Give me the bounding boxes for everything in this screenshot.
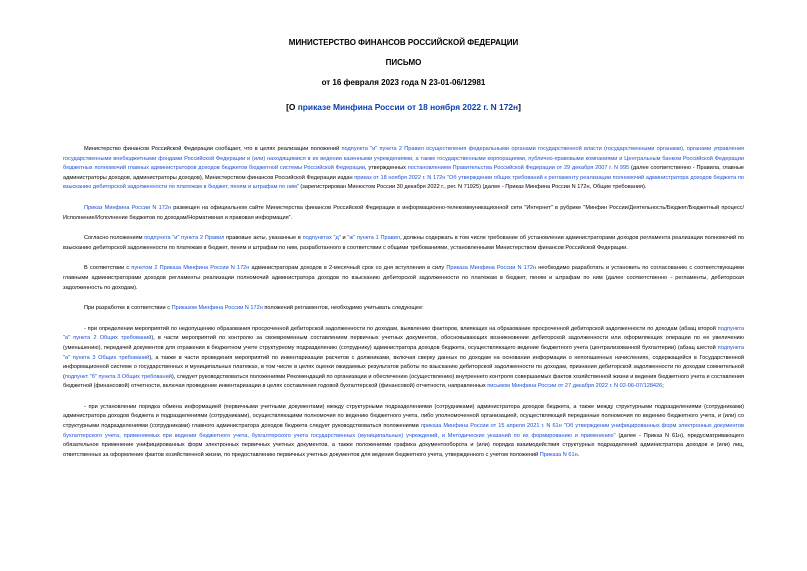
- subject-open-bracket: [О: [286, 102, 298, 112]
- subject-order-link[interactable]: приказе Минфина России от 18 ноября 2022 г. N 172н: [297, 102, 519, 112]
- doc-type-title: ПИСЬМО: [385, 58, 422, 67]
- paragraph-text: - при определении мероприятий по недопущению образования просроченной дебиторской задолженности по доходам, выявлению факторов, влияющих на образование просроченной дебиторской задолженности по доходам (абзац второй: [84, 325, 718, 332]
- body-paragraph: [63, 264, 744, 293]
- body-paragraph: [63, 403, 744, 461]
- reference-link[interactable]: подпункта "а" пункта 2 Общих требований: [63, 325, 744, 342]
- reference-link[interactable]: подпунктах "д": [302, 235, 341, 242]
- paragraph-text: Министерство финансов Российской Федерации сообщает, что в целях реализации положений: [84, 146, 342, 152]
- paragraph-text: размещен на официальном сайте Министерства финансов Российской Федерации в информационно-телекоммуникационной сети "Интернет" в рубрике "Минфин России/Деятельность/Бюджет/Бюджетный процесс/Исполнение/Исполнение бюджетов по доходам/Нормативная и правовая информация".: [63, 204, 744, 221]
- reference-link[interactable]: приказа Минфина России от 15 апреля 2021 г. N 61н "Об утверждении унифицированных форм электронных документов бухгалтерского учета, применяемых при ведении бюджетного учета, бухгалтерского учета государственных (муниципальных) учреждений, и Методических указаний по их формированию и применению": [63, 423, 744, 439]
- paragraph-text: (далее - Приказ N 61н), предусматривающего обязательное применение унифицированных форм электронных первичных учетных документов, а также положениями графика документооборота и (или) порядка взаимодействия структурных подразделений администратора доходов и (или) лиц, ответственных за оформление фактов хозяйственной жизни, по предоставлению первичных учетных документов для ведения бюджетного учета, утвержденного с учетом положений: [63, 432, 744, 458]
- paragraph-text: Согласно положениям: [84, 235, 145, 242]
- reference-link[interactable]: "ж" пункта 1 Правил: [347, 235, 401, 242]
- reference-link[interactable]: приказ от 18 ноября 2022 г. N 172н "Об утверждении общих требований к регламенту реализации полномочий администратора доходов бюджета по взысканию дебиторской задолженности по платежам в бюджет, пеням и штрафам по ним": [63, 174, 744, 191]
- paragraph-text: (зарегистрирован Минюстом России 30 декабря 2022 г., рег. N 71925) (далее - Приказ Минфина России N 172н, Общие требования).: [298, 184, 647, 191]
- reference-link[interactable]: подпункта "и" пункта 2 Правил: [144, 235, 225, 242]
- reference-link[interactable]: Приказом Минфина России N 172н: [171, 305, 263, 312]
- reference-link[interactable]: пунктом 2 Приказа Минфина России N 172н: [131, 265, 250, 272]
- paragraph-text: администраторам доходов в 2-месячный срок со дня вступления в силу: [249, 265, 447, 272]
- paragraph-text: правовые акты, указанные в: [224, 235, 303, 242]
- paragraph-text: положений регламентов, необходимо учитывать следующее:: [262, 305, 424, 312]
- paragraph-text: (далее соответственно - Правила, главные администраторы доходов, администраторы доходов), Министерством финансов Российской Федерации издан: [63, 165, 744, 181]
- paragraph-text: ), в части мероприятий по контролю за своевременным составлением первичных учетных документов, обосновывающих возникновение дебиторской задолженности или оформляющих операции по ее увеличению (уменьшению), передачей документов для отражения в бюджетном учете структурному подразделению (сотруднику) администратора доходов бюджета, осуществляющего ведение бюджетного учета (централизованной бухгалтерии) (абзац шестой: [63, 335, 745, 351]
- body-paragraph: [63, 234, 744, 253]
- paragraph-text: ), а также в части проведения мероприятий по инвентаризации расчетов с должниками, включая сверку данных по доходам на основании информации о непогашенных начислениях, содержащейся в Государственной информационной системе о государственных и муниципальных платежах, в том числе в целях оценки ожидаемых результатов работы по взысканию дебиторской задолженности по доходам, признания дебиторской задолженности по доходам сомнительной (: [63, 354, 744, 380]
- reference-link[interactable]: постановлением Правительства Российской Федерации от 29 декабря 2007 г. N 995: [407, 165, 630, 172]
- reference-link[interactable]: Приказа Минфина России N 172н: [446, 265, 537, 272]
- body-paragraph: [63, 145, 744, 193]
- paragraph-text: В соответствии с: [84, 265, 132, 272]
- paragraph-text: - при установлении порядка обмена информацией (первичными учетными документами) между структурными подразделениями (сотрудниками) администратора доходов бюджета, а также между структурными подразделениями (сотрудниками) администратора доходов бюджета и подразделениями (сотрудниками), осуществляющими полномочия по ведению бюджетного учета, либо уполномоченной организацией, осуществляющей переданные полномочия по ведению бюджетного учета, и (или) со структурными подразделениями (сотрудниками) главного администратора доходов бюджета следует руководствоваться положениями: [63, 403, 744, 430]
- doc-date-number: от 16 февраля 2023 года N 23-01-06/12981: [321, 78, 486, 87]
- paragraph-text: , утвержденных: [364, 165, 408, 172]
- body-paragraph: [63, 304, 744, 314]
- reference-link[interactable]: подпункта "и" пункта 2 Правил осуществления федеральными органами государственной власти (государственными органами), органами управления государственными внебюджетными фондами Российской Федерации и (или) находящимися в их ведении казенными учреждениями, а также государственными корпорациями, публично-правовыми компаниями и Центральным банком Российской Федерации бюджетных полномочий главных администраторов доходов бюджетов бюджетной системы Российской Федерации: [63, 146, 745, 172]
- letter-body: [63, 112, 744, 460]
- paragraph-text: При разработке в соответствии с: [84, 305, 172, 312]
- paragraph-text: и: [340, 235, 348, 242]
- subject-close-bracket: ]: [518, 102, 521, 112]
- reference-link[interactable]: Приказ Минфина России N 172н: [84, 204, 172, 211]
- reference-link[interactable]: Приказа N 61н: [539, 451, 578, 458]
- body-paragraph: [63, 325, 744, 392]
- paragraph-text: , должны содержать в том числе требование об установлении администраторами доходов регламента реализации полномочий по взысканию дебиторской задолженности по платежам в бюджет, пеням и штрафам по ним, разработанного в соответствии с общими требованиями, установленными Министерством финансов Российской Федерации.: [63, 235, 745, 251]
- doc-subject: [63, 88, 744, 112]
- reference-link[interactable]: письмом Минфина России от 27 декабря 2022 г. N 02-06-07/128426: [487, 383, 663, 390]
- body-paragraph: [63, 204, 744, 223]
- reference-link[interactable]: подпункта "а" пункта 3 Общих требований: [63, 344, 744, 361]
- paragraph-text: .: [577, 451, 580, 458]
- paragraph-text: ), следует руководствоваться положениями Рекомендаций по организации и обеспечению (осуществлению) внутреннего контроля совершаемых фактов хозяйственной жизни и ведения бюджетного учета и составления бюджетной (финансовой) отчетности, включая проведение инвентаризации в целях составления годовой бухгалтерской (финансовой) отчетности, направленных: [63, 373, 744, 390]
- reference-link[interactable]: подпункт "б" пункта 3 Общих требований: [64, 373, 172, 380]
- paragraph-text: необходимо разработать и установить по согласованию с соответствующими главными администраторами доходов регламенты реализации полномочий администратора доходов по взысканию дебиторской задолженности по платежам в бюджет, пеням и штрафам по ним (далее соответственно - регламенты, дебиторская задолженность по доходам).: [63, 265, 745, 291]
- org-title: МИНИСТЕРСТВО ФИНАНСОВ РОССИЙСКОЙ ФЕДЕРАЦИИ: [288, 38, 519, 47]
- paragraph-text: ;: [662, 383, 664, 390]
